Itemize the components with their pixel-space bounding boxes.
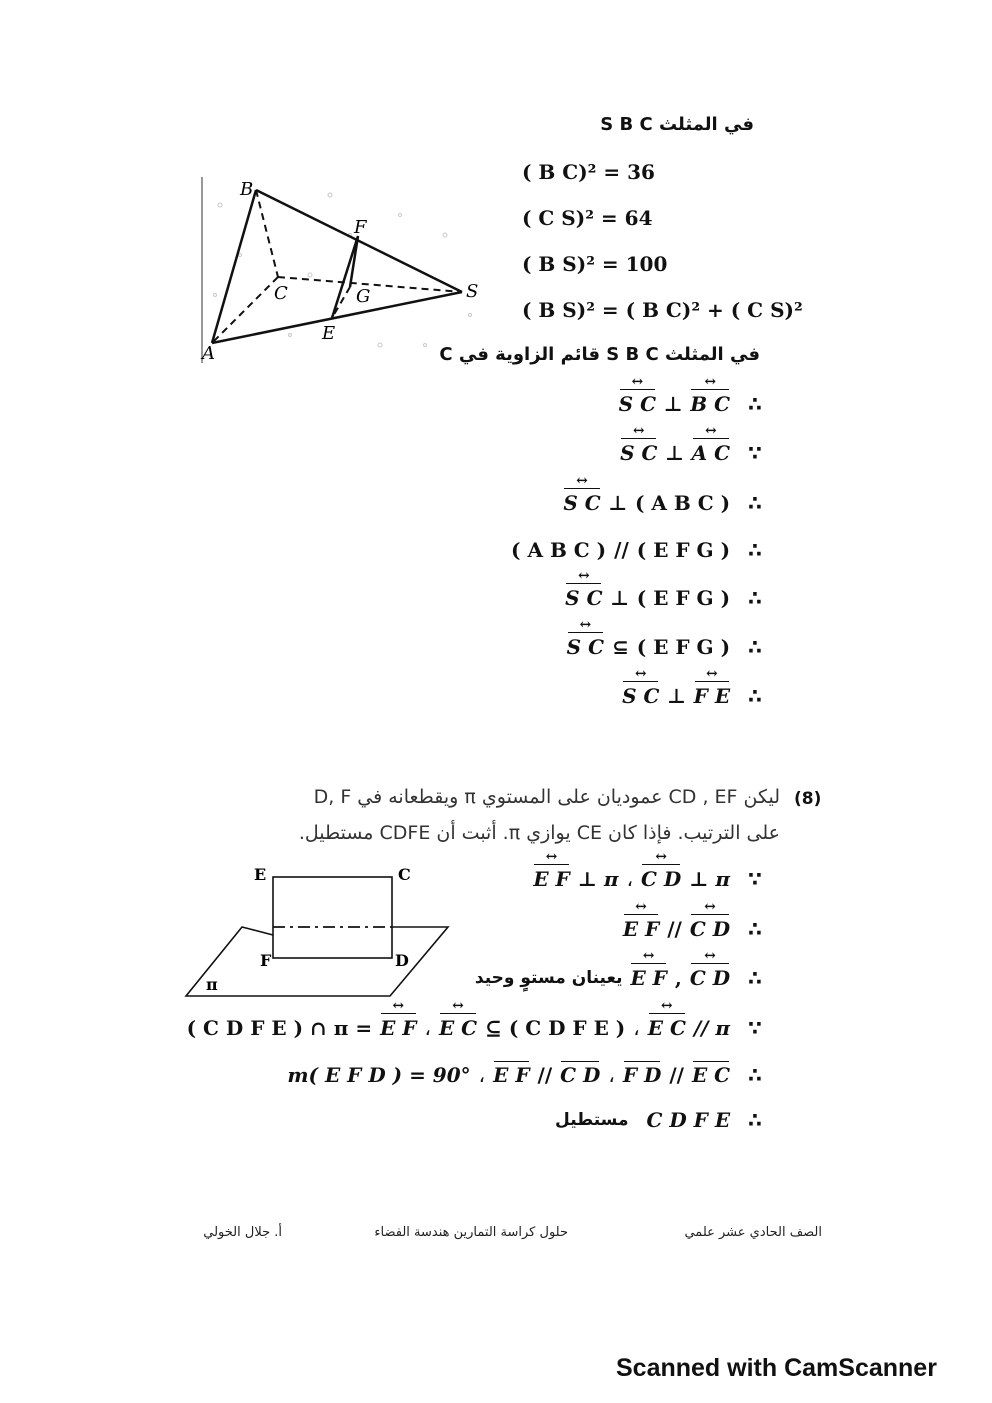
label-c: C (398, 865, 411, 884)
therefore-symbol: ∴ (748, 966, 762, 990)
label-f: F (354, 217, 367, 238)
step-3 (563, 491, 762, 515)
p8-s4-ec2: E C ↔ (648, 1016, 686, 1040)
therefore-symbol: ∴ (748, 684, 762, 708)
problem-text-line2: على الترتيب. فإذا كان CE يوازي π. أثبت أن CDFE مستطيل. (298, 822, 780, 844)
triangle-figure (200, 175, 495, 365)
p8-s5-ef: E F (493, 1063, 530, 1087)
step-7-lhs: S C ↔ (622, 684, 659, 708)
p8-s3-cd: C D ↔ (690, 966, 730, 990)
step-5-lhs: S C ↔ (565, 586, 602, 610)
p8-s5-angle: m( E F D ) = 90° (287, 1063, 471, 1087)
p8-s3-ef: E F ↔ (630, 966, 666, 990)
step-4-lhs: ( A B C ) (511, 538, 607, 562)
footer-title: حلول كراسة التمارين هندسة الفضاء (374, 1225, 568, 1240)
therefore-symbol: ∴ (748, 635, 762, 659)
p8-s1-cd: C D ↔ (641, 867, 681, 891)
step-2-lhs: S C ↔ (620, 441, 657, 465)
footer-author: أ. جلال الخولي (203, 1225, 282, 1240)
step-4-op: // (614, 538, 629, 562)
because-symbol: ∵ (748, 867, 762, 891)
p8-s4-ef: E F ↔ (380, 1016, 416, 1040)
because-symbol: ∵ (748, 441, 762, 465)
step-6-lhs: S C ↔ (567, 635, 604, 659)
because-symbol: ∵ (748, 1016, 762, 1040)
p8-s1-ef: E F ↔ (533, 867, 569, 891)
equation-bc: ( B C)² = 36 (522, 160, 655, 184)
p8-s1-perp-pi: ⊥ π (577, 867, 619, 891)
step-4 (511, 538, 762, 562)
p8-s5-op2: // (669, 1063, 684, 1087)
label-s: S (466, 281, 479, 302)
p8-step-5 (287, 1063, 762, 1087)
p8-s2-op: // (667, 917, 682, 941)
problem-text-line1: ليكن CD , EF عموديان على المستوي π ويقطعانه في D, F (313, 786, 780, 808)
p8-s2-ef: E F ↔ (623, 917, 659, 941)
label-a: A (202, 343, 215, 364)
p8-s2-cd: C D ↔ (690, 917, 730, 941)
p8-step-1 (533, 867, 762, 891)
step-3-rhs: ( A B C ) (634, 491, 731, 515)
step-5-op: ⊥ (610, 586, 629, 610)
p8-s6-text: مستطيل (555, 1110, 629, 1130)
step-6 (567, 635, 762, 659)
therefore-symbol: ∴ (748, 538, 762, 562)
p8-s5-cd: C D (560, 1063, 601, 1087)
rectangle-plane-figure (180, 860, 460, 1000)
p8-s5-ec: E C (691, 1063, 731, 1087)
step-1-op: ⊥ (664, 392, 683, 416)
label-e: E (254, 865, 267, 884)
label-pi: π (206, 975, 218, 994)
p8-s4-sep2: ، (633, 1016, 640, 1040)
therefore-symbol: ∴ (748, 1108, 762, 1132)
step-4-rhs: ( E F G ) (636, 538, 731, 562)
therefore-symbol: ∴ (748, 1063, 762, 1087)
p8-step-3 (475, 966, 762, 990)
p8-s3-sep: , (674, 966, 682, 990)
label-e: E (322, 323, 336, 344)
p8-step-6 (555, 1108, 762, 1132)
p8-s5-fd: F D (622, 1063, 662, 1087)
p8-step-2 (623, 917, 762, 941)
step-2-rhs: A C ↔ (692, 441, 730, 465)
step-6-rhs: ( E F G ) (636, 635, 731, 659)
label-b: B (240, 179, 254, 200)
p8-s4-sep1: ، (424, 1016, 431, 1040)
p8-s6-name: C D F E (646, 1108, 731, 1132)
p8-s4-part1: ( C D F E ) ∩ π = (186, 1016, 373, 1040)
step-5-rhs: ( E F G ) (636, 586, 731, 610)
equation-cs: ( C S)² = 64 (522, 206, 653, 230)
step-7 (622, 684, 762, 708)
step-3-op: ⊥ (608, 491, 627, 515)
footer-grade: الصف الحادي عشر علمي (684, 1225, 822, 1240)
step-7-rhs: F E ↔ (694, 684, 730, 708)
step-5 (565, 586, 762, 610)
therefore-symbol: ∴ (748, 586, 762, 610)
p8-s1-perp-pi2: ⊥ π (689, 867, 731, 891)
equation-pythagoras: ( B S)² = ( B C)² + ( C S)² (522, 298, 803, 322)
p8-s4-part2: ⊆ ( C D F E ) (485, 1016, 626, 1040)
label-f: F (260, 951, 272, 970)
p8-s5-op1: // (537, 1063, 553, 1087)
step-1-lhs: S C ↔ (619, 392, 656, 416)
camscanner-watermark: Scanned with CamScanner (616, 1354, 937, 1382)
label-g: G (356, 286, 371, 307)
p8-s4-ec: E C ↔ (439, 1016, 477, 1040)
label-d: D (395, 951, 409, 970)
p8-step-4 (187, 1016, 762, 1040)
step-3-lhs: S C ↔ (563, 491, 600, 515)
equation-bs: ( B S)² = 100 (522, 252, 668, 276)
p8-s4-part3: // π (693, 1016, 731, 1040)
p8-s5-sep2: ، (608, 1063, 615, 1087)
step-2-op: ⊥ (665, 441, 684, 465)
step-1 (619, 392, 762, 416)
therefore-symbol: ∴ (748, 917, 762, 941)
p8-s1-sep: ، (626, 867, 634, 891)
right-angle-conclusion: في المثلث S B C قائم الزاوية في C (439, 344, 760, 365)
step-2 (620, 441, 762, 465)
step-1-rhs: B C ↔ (690, 392, 730, 416)
problem-number: (8) (794, 789, 822, 809)
p8-s5-sep1: ، (478, 1063, 486, 1087)
p8-s3-text: يعينان مستوٍ وحيد (474, 968, 623, 988)
step-7-op: ⊥ (667, 684, 686, 708)
part1-heading: في المثلث S B C (600, 114, 754, 135)
therefore-symbol: ∴ (748, 392, 762, 416)
step-6-op: ⊆ (612, 635, 629, 659)
therefore-symbol: ∴ (748, 491, 762, 515)
label-c: C (274, 283, 288, 304)
